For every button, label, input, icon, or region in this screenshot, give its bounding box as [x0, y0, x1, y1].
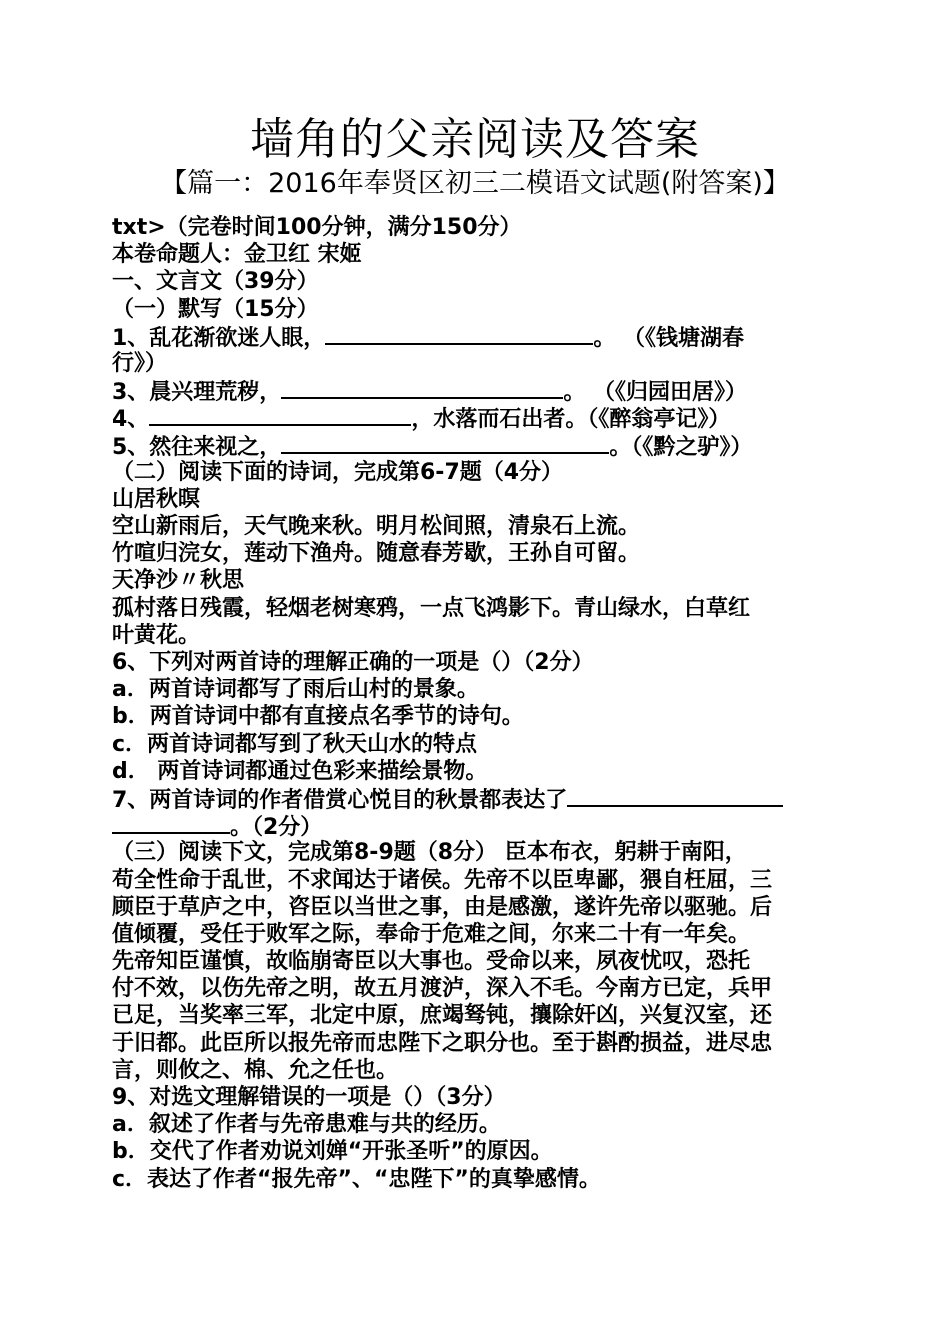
poem-line: 竹喧归浣女，莲动下渔舟。随意春芳歇，王孙自可留。: [112, 541, 641, 567]
question-text: 。（2分）: [230, 815, 323, 840]
section-heading: 一、文言文（39分）: [112, 269, 319, 295]
question-1: [112, 323, 842, 350]
option-a: a．两首诗词都写了雨后山村的景象。: [112, 677, 479, 703]
option-c: c．表达了作者“报先帝”、“忠陛下”的真挚感情。: [112, 1166, 601, 1192]
passage-line: 苟全性命于乱世，不求闻达于诸侯。先帝不以臣卑鄙，猥自枉屈，三: [112, 867, 773, 893]
passage-line: 已足，当奖率三军，北定中原，庶竭驽钝，攘除奸凶，兴复汉室，还: [112, 1003, 773, 1029]
passage-line: 于旧都。此臣所以报先帝而忠陛下之职分也。至于斟酌损益，进尽忠: [112, 1030, 773, 1056]
question-text: 5、然往来视之，: [112, 434, 282, 459]
text-line: txt>（完卷时间100分钟，满分150分）: [112, 215, 522, 240]
passage-line: 值倾覆，受任于败军之际，奉命于危难之间，尔来二十有一年矣。: [112, 921, 751, 947]
page-subtitle: 【篇一：2016年奉贤区初三二模语文试题(附答案)】: [160, 168, 790, 199]
question-text: 。 （《钱塘湖春: [593, 325, 744, 350]
question-3: [112, 377, 842, 404]
question-text: 4、: [112, 407, 150, 432]
answer-blank: [112, 812, 230, 834]
question-text: 3、晨兴理荒秽，: [112, 380, 282, 405]
document-body: [112, 214, 842, 1193]
option-d: d． 两首诗词都通过色彩来描绘景物。: [112, 758, 488, 784]
option-a: a．叙述了作者与先帝患难与共的经历。: [112, 1112, 501, 1138]
answer-blank: [567, 785, 783, 807]
answer-blank: [149, 404, 411, 426]
question-text: 。（《黔之驴》）: [609, 434, 753, 459]
option-c: c．两首诗词都写到了秋天山水的特点: [112, 731, 478, 757]
question-text: 7、两首诗词的作者借赏心悦目的秋景都表达了: [112, 787, 568, 813]
poem-title: 天净沙〃秋思: [112, 568, 245, 594]
option-b: b．交代了作者劝说刘婵“开张圣听”的原因。: [112, 1139, 553, 1165]
passage-line: 付不效，以伤先帝之明，故五月渡泸，深入不毛。今南方已定，兵甲: [112, 976, 773, 1002]
passage-line: 顾臣于草庐之中，咨臣以当世之事，由是感激，遂许先帝以驱驰。后: [112, 894, 773, 920]
page-title: 墙角的父亲阅读及答案: [250, 114, 700, 165]
question-text: 1、乱花渐欲迷人眼，: [112, 325, 326, 350]
answer-blank: [281, 377, 563, 399]
option-b: b．两首诗词中都有直接点名季节的诗句。: [112, 704, 524, 730]
subsection-heading: （一）默写（15分）: [112, 296, 319, 322]
question-7-cont: [112, 812, 842, 839]
poem-title: 山居秋暝: [112, 486, 201, 512]
question-7: [112, 785, 842, 812]
poem-line: 叶黄花。: [112, 622, 201, 648]
text-line: 行》）: [112, 350, 168, 376]
subsection-heading: （二）阅读下面的诗词，完成第6-7题（4分）: [112, 459, 564, 485]
text-line: 本卷命题人：金卫红 宋姬: [112, 242, 362, 268]
passage-line: 先帝知臣谨慎，故临崩寄臣以大事也。受命以来，夙夜忧叹，恐托: [112, 949, 751, 975]
poem-line: 空山新雨后，天气晚来秋。明月松间照，清泉石上流。: [112, 514, 641, 540]
question-6: 6、下列对两首诗的理解正确的一项是（）（2分）: [112, 650, 594, 675]
passage-line: （三）阅读下文，完成第8-9题（8分） 臣本布衣，躬耕于南阳，: [112, 840, 747, 866]
question-4: [112, 404, 842, 431]
question-text: ，水落而石出者。（《醉翁亭记》）: [411, 407, 731, 432]
passage-line: 言，则攸之、棉、允之任也。: [112, 1057, 399, 1083]
question-5: [112, 432, 842, 459]
question-text: 。 （《归园田居》）: [563, 380, 747, 405]
answer-blank: [325, 323, 593, 345]
answer-blank: [281, 432, 609, 454]
poem-line: 孤村落日残霞，轻烟老树寒鸦，一点飞鸿影下。青山绿水，白草红: [112, 595, 751, 621]
question-9: 9、对选文理解错误的一项是（）（3分）: [112, 1085, 506, 1110]
